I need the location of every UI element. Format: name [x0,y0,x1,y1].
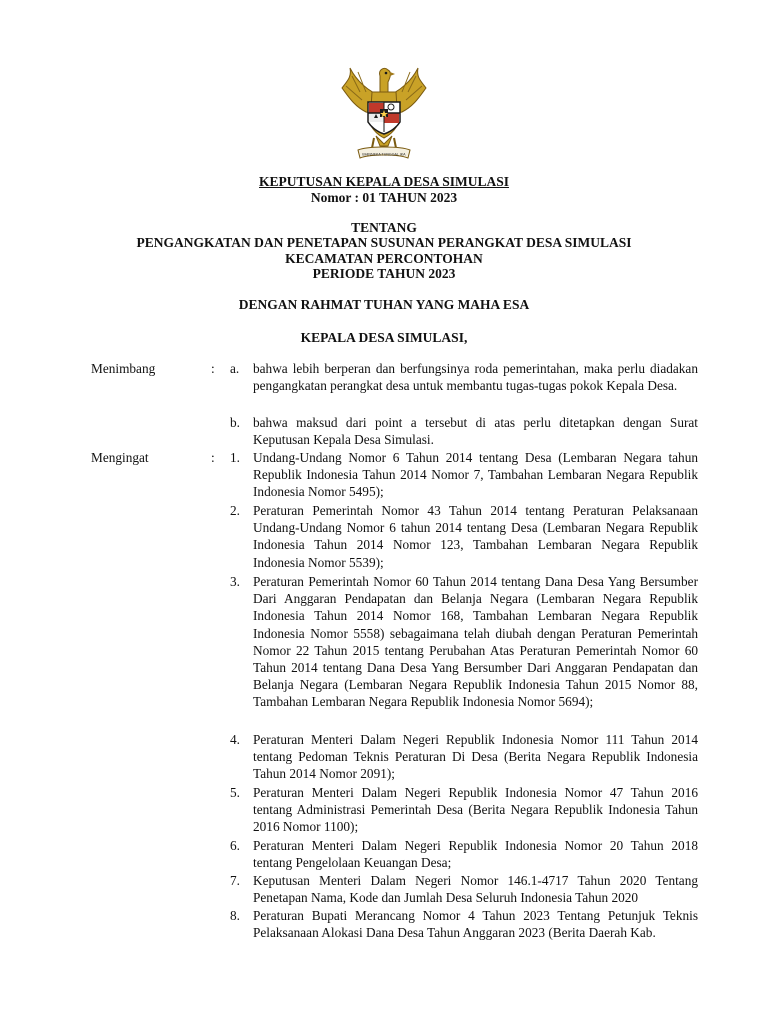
decree-subject-line-1: PENGANGKATAN DAN PENETAPAN SUSUNAN PERANGKAT DESA SIMULASI [136,235,632,250]
decree-about: TENTANG [351,220,417,235]
item-text: Peraturan Pemerintah Nomor 43 Tahun 2014 tentang Peraturan Pelaksanaan Undang-Undang Nomor 6 tahun 2014 tentang Desa (Lembaran Negara Republik Indonesia Tahun 2014 Nomor 123, Tambahan Lembaran Negara Republik Indonesia Nomor 5539); [253,503,698,570]
menimbang-colon: : [211,361,215,376]
item-text: bahwa lebih berperan dan berfungsinya roda pemerintahan, maka perlu diadakan pengangkatan perangkat desa untuk membantu tugas-tugas pokok Kepala Desa. [253,361,698,394]
decree-title: KEPUTUSAN KEPALA DESA SIMULASI [259,174,509,189]
item-marker: 7. [230,873,240,888]
decree-subject-line-2: KECAMATAN PERCONTOHAN [285,251,483,266]
item-marker: 8. [230,908,240,923]
item-marker: 5. [230,785,240,800]
emblem-motto: BHINNEKA TUNGGAL IKA [362,152,406,157]
item-text: Keputusan Menteri Dalam Negeri Nomor 146.1-4717 Tahun 2020 Tentang Penetapan Nama, Kode dan Jumlah Desa Seluruh Indonesia Tahun 2020 [253,873,698,906]
item-text: bahwa maksud dari point a tersebut di atas perlu ditetapkan dengan Surat Keputusan Kepala Desa Simulasi. [253,415,698,448]
menimbang-label: Menimbang [91,361,156,376]
item-marker: 3. [230,574,240,589]
item-marker: 1. [230,450,240,465]
item-marker: 6. [230,838,240,853]
decree-subject-line-3: PERIODE TAHUN 2023 [312,266,456,281]
blessing-line: DENGAN RAHMAT TUHAN YANG MAHA ESA [238,297,530,312]
item-marker: b. [230,415,240,430]
mengingat-colon: : [211,450,215,465]
item-text: Peraturan Menteri Dalam Negeri Republik Indonesia Nomor 47 Tahun 2016 tentang Administrasi Pemerintah Desa (Berita Negara Republik Indonesia Tahun 2016 Nomor 1100); [253,785,698,835]
item-marker: 4. [230,732,240,747]
item-text: Peraturan Pemerintah Nomor 60 Tahun 2014 tentang Dana Desa Yang Bersumber Dari Anggaran Pendapatan dan Belanja Negara (Lembaran Negara Republik Indonesia Tahun 2014 Nomor 168, Tambahan Lembaran Negara Republik Indonesia Nomor 5558) sebagaimana telah diubah dengan Peraturan Pemerintah Nomor 22 Tahun 2015 tentang Perubahan Atas Peraturan Pemerintah Nomor 60 Tahun 2014 tentang Dana Desa Yang Bersumber Dari Anggaran Pendapatan dan Belanja Negara (Lembaran Negara Republik Indonesia Tahun 2015 Nomor 88, Tambahan Lembaran Negara Republik Indonesia Nomor 5694); [253,574,698,710]
item-text: Peraturan Menteri Dalam Negeri Republik Indonesia Nomor 111 Tahun 2014 tentang Pedoman Teknis Peraturan Di Desa (Berita Negara Republik Indonesia Tahun 2014 Nomor 2091); [253,732,698,782]
decree-number: Nomor : 01 TAHUN 2023 [310,190,458,205]
item-text: Peraturan Bupati Merancang Nomor 4 Tahun 2023 Tentang Petunjuk Teknis Pelaksanaan Alokasi Dana Desa Tahun Anggaran 2023 (Berita Daerah Kab. [253,908,698,941]
item-text: Undang-Undang Nomor 6 Tahun 2014 tentang Desa (Lembaran Negara tahun Republik Indonesia Tahun 2014 Nomor 7, Tambahan Lembaran Negara Republik Indonesia Nomor 5495); [253,450,698,500]
garuda-pancasila-emblem [338,62,430,164]
item-marker: 2. [230,503,240,518]
mengingat-label: Mengingat [91,450,149,465]
item-marker: a. [230,361,240,376]
item-text: Peraturan Menteri Dalam Negeri Republik Indonesia Nomor 20 Tahun 2018 tentang Pengelolaan Keuangan Desa; [253,838,698,871]
authority-line: KEPALA DESA SIMULASI, [300,330,468,345]
